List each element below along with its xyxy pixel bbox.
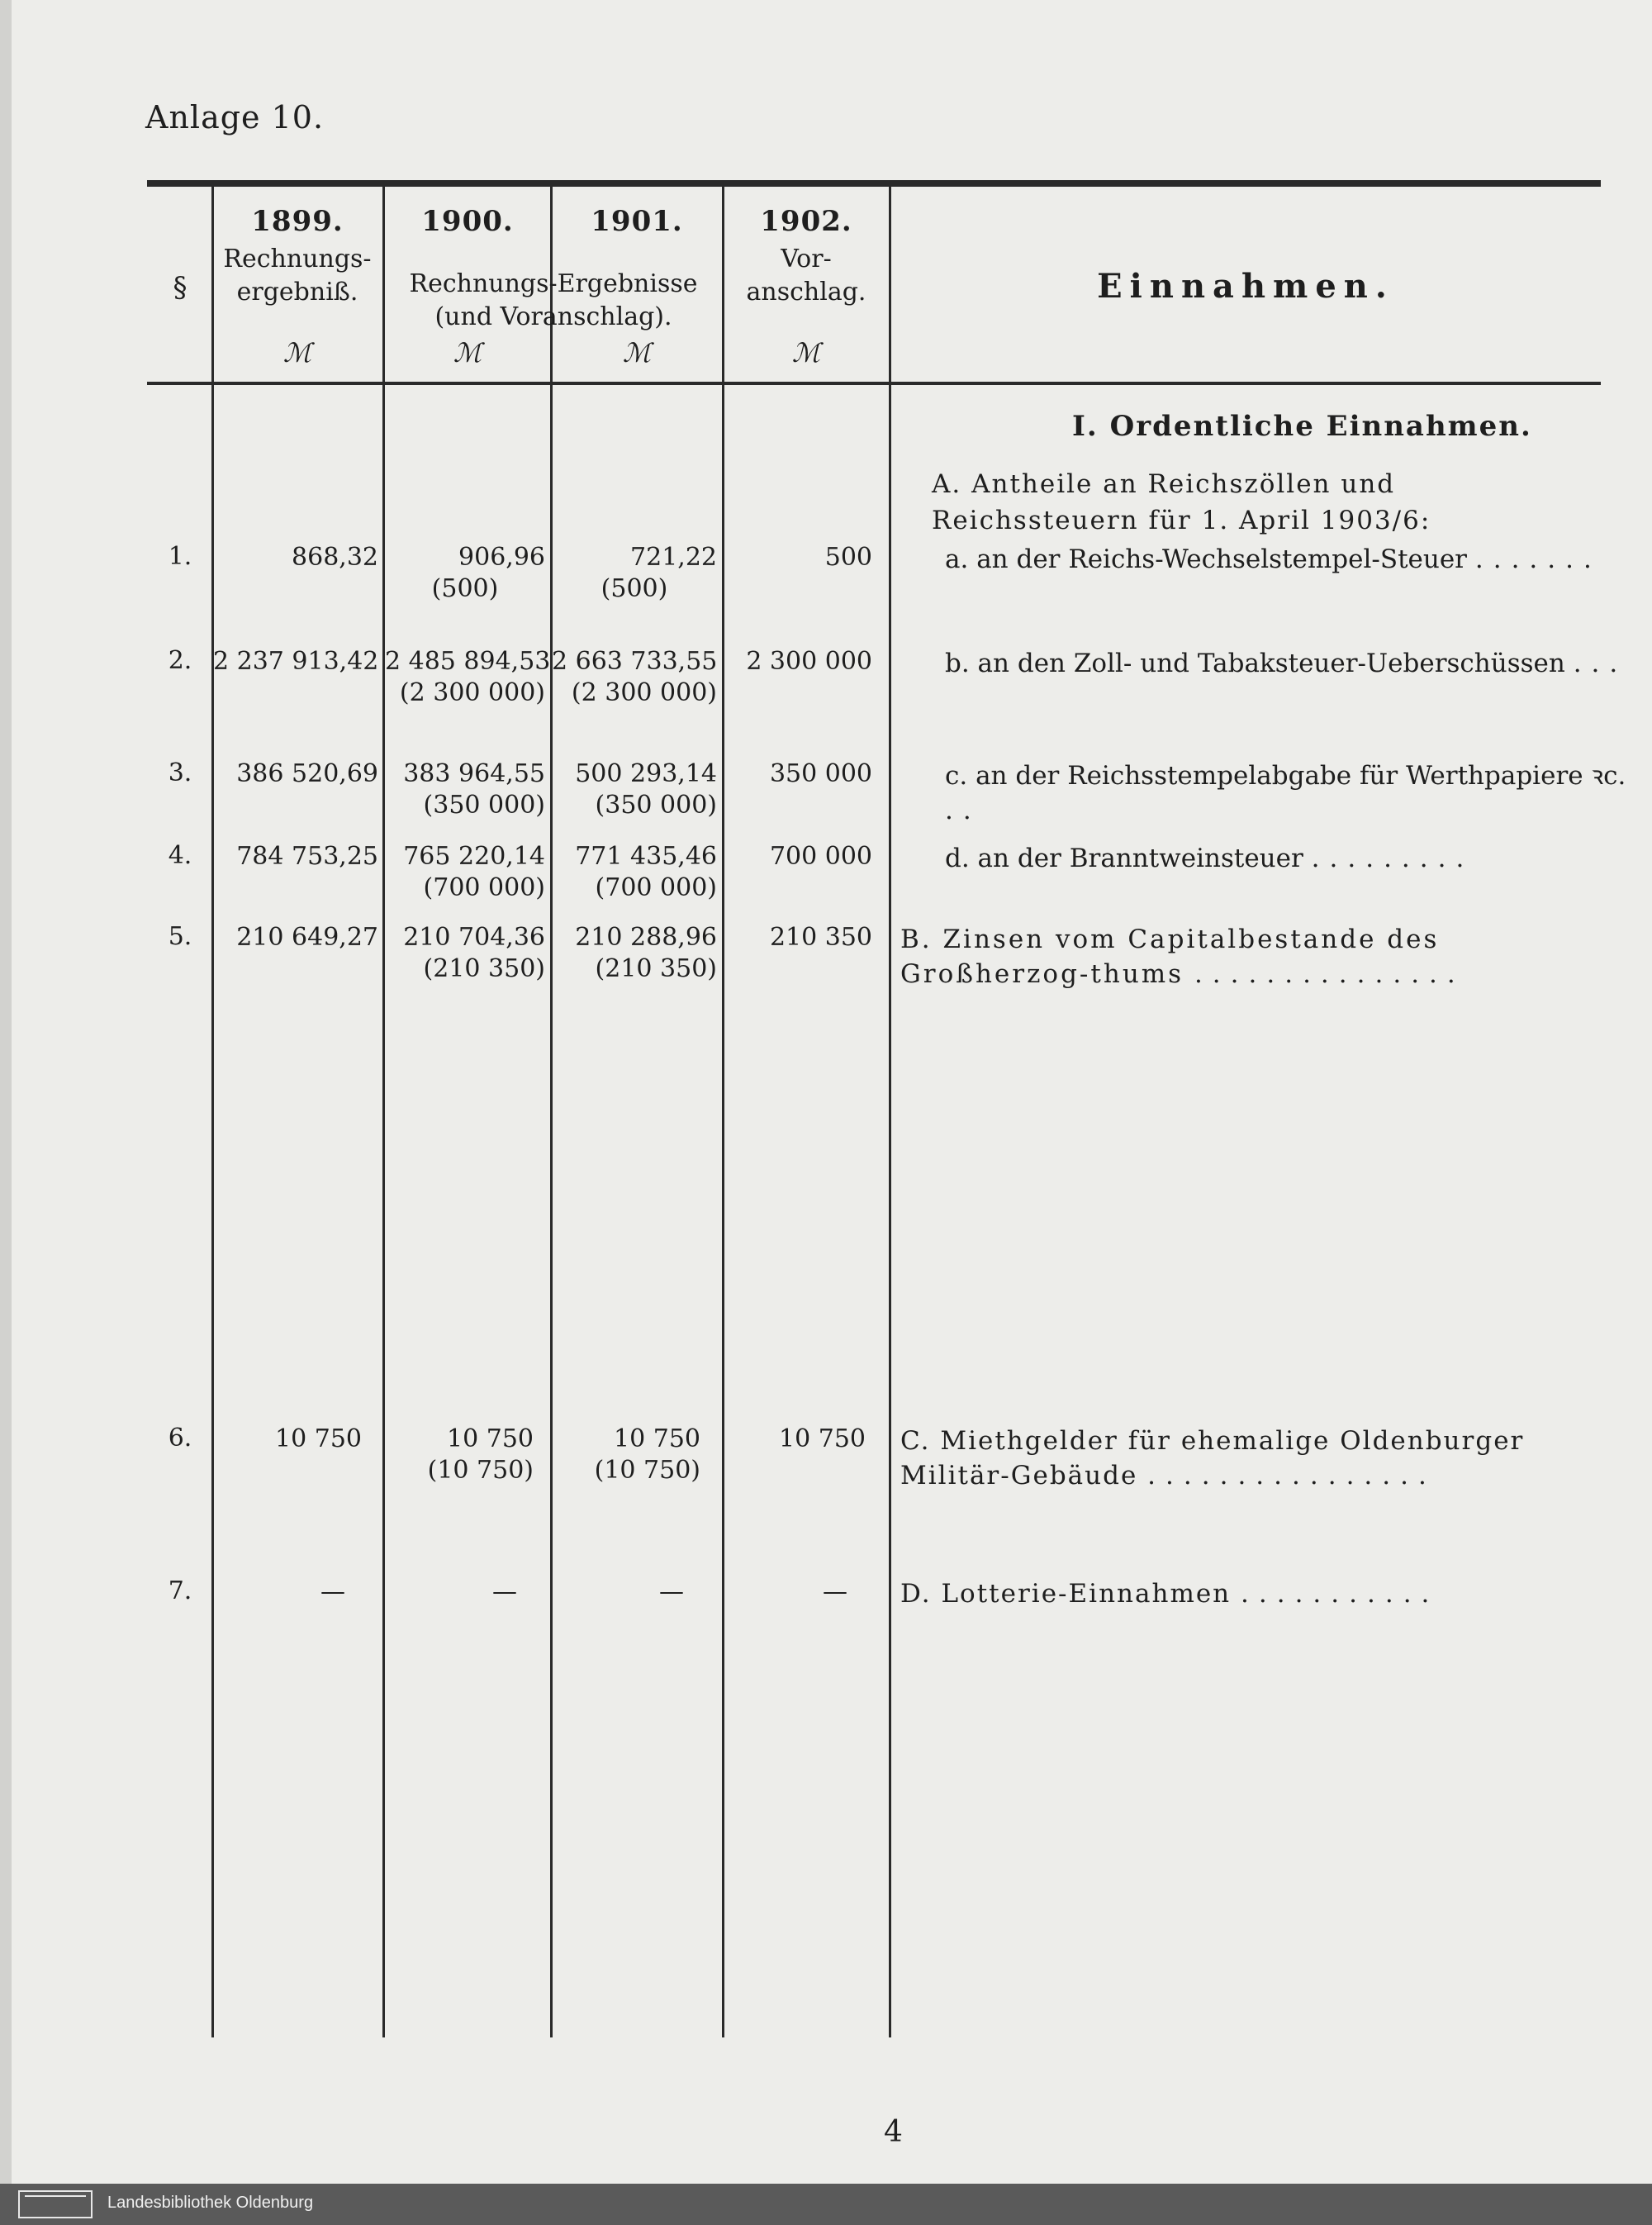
table-row bbox=[147, 758, 1626, 849]
value-1900: 383 964,55 (350 000) bbox=[403, 759, 545, 820]
column-header-1900-1901-sub: Rechnungs-Ergebnisse (und Voranschlag). bbox=[409, 269, 698, 331]
row-description: c. an der Reichsstempelabgabe für Werthpapiere ꝛc. .. bbox=[945, 761, 1626, 825]
value-1899: 210 649,27 bbox=[236, 923, 378, 952]
table-row bbox=[147, 1576, 1601, 1667]
page-number: 4 bbox=[884, 2115, 903, 2149]
row-description: d. an der Branntweinsteuer ......... bbox=[945, 844, 1474, 873]
section-symbol-header: § bbox=[173, 271, 188, 304]
footer-bar bbox=[0, 2184, 1652, 2225]
row-number: 5. bbox=[168, 922, 192, 951]
unit-mark: ℳ bbox=[791, 337, 821, 368]
value-1900: 2 485 894,53 (2 300 000) bbox=[385, 647, 551, 707]
column-divider bbox=[889, 187, 891, 2037]
row-description: a. an der Reichs-Wechselstempel-Steuer ....... bbox=[945, 544, 1602, 574]
unit-mark: ℳ bbox=[453, 337, 482, 368]
unit-mark: ℳ bbox=[282, 337, 312, 368]
value-1899: 10 750 bbox=[275, 1424, 362, 1453]
row-number: 1. bbox=[168, 542, 192, 571]
value-1901: — bbox=[659, 1577, 684, 1606]
value-1900: — bbox=[492, 1577, 517, 1606]
column-divider bbox=[382, 187, 385, 2037]
row-number: 7. bbox=[168, 1576, 192, 1605]
column-divider bbox=[211, 187, 214, 2037]
table-top-rule bbox=[147, 180, 1601, 187]
value-1899: 2 237 913,42 bbox=[213, 647, 379, 676]
value-1899: 784 753,25 bbox=[236, 842, 378, 871]
row-number: 6. bbox=[168, 1424, 192, 1452]
value-1902: 10 750 bbox=[779, 1424, 866, 1453]
value-1902: — bbox=[823, 1577, 847, 1606]
section-title: I. Ordentliche Einnahmen. bbox=[1072, 410, 1532, 443]
row-number: 3. bbox=[168, 758, 192, 787]
value-1902: 2 300 000 bbox=[746, 647, 872, 676]
unit-mark: ℳ bbox=[622, 337, 652, 368]
table-row bbox=[147, 646, 1628, 737]
table-row bbox=[147, 841, 1601, 932]
value-1901: 721,22 (500) bbox=[601, 543, 717, 603]
value-1902: 210 350 bbox=[769, 923, 872, 952]
value-1902: 500 bbox=[824, 543, 872, 572]
row-number: 2. bbox=[168, 646, 192, 675]
revenue-table bbox=[147, 180, 1628, 2039]
row-description: b. an den Zoll- und Tabaksteuer-Ueberschüssen ... bbox=[945, 649, 1628, 678]
table-title: Einnahmen. bbox=[1097, 267, 1394, 306]
value-1901: 210 288,96 (210 350) bbox=[575, 923, 717, 983]
column-header-1901: 1901. bbox=[591, 205, 683, 238]
value-1902: 350 000 bbox=[769, 759, 872, 788]
column-header-1902: 1902. Vor-anschlag. bbox=[746, 205, 866, 307]
subsection-a: A. Antheile an Reichszöllen und Reichssteuern für 1. April 1903/6: bbox=[932, 469, 1431, 535]
value-1899: — bbox=[320, 1577, 345, 1606]
page-edge bbox=[0, 0, 12, 2225]
column-header-1900: 1900. bbox=[421, 205, 514, 238]
value-1900: 906,96 (500) bbox=[431, 543, 545, 603]
value-1901: 771 435,46 (700 000) bbox=[575, 842, 717, 902]
value-1899: 386 520,69 bbox=[236, 759, 378, 788]
footer-library-name: Landesbibliothek Oldenburg bbox=[107, 2194, 314, 2212]
value-1901: 10 750 (10 750) bbox=[594, 1424, 700, 1485]
value-1900: 10 750 (10 750) bbox=[427, 1424, 534, 1485]
row-number: 4. bbox=[168, 841, 192, 870]
value-1900: 765 220,14 (700 000) bbox=[403, 842, 545, 902]
value-1901: 500 293,14 (350 000) bbox=[575, 759, 717, 820]
library-building-icon bbox=[18, 2190, 93, 2218]
table-row bbox=[147, 542, 1601, 633]
column-divider bbox=[722, 187, 724, 2037]
column-header-1899: 1899. Rechnungs-ergebniß. bbox=[223, 205, 372, 307]
value-1902: 700 000 bbox=[769, 842, 872, 871]
value-1901: 2 663 733,55 (2 300 000) bbox=[552, 647, 718, 707]
row-description: B. Zinsen vom Capitalbestande des Großherzog-thums ............... bbox=[900, 925, 1465, 989]
row-description: C. Miethgelder für ehemalige Oldenburger Militär-Gebäude ................ bbox=[900, 1426, 1525, 1490]
value-1900: 210 704,36 (210 350) bbox=[403, 923, 545, 983]
value-1899: 868,32 bbox=[292, 543, 378, 572]
annex-label: Anlage 10. bbox=[145, 99, 325, 135]
column-divider bbox=[550, 187, 553, 2037]
table-header-rule bbox=[147, 382, 1601, 385]
table-row bbox=[147, 922, 1601, 1013]
table-row bbox=[147, 1424, 1601, 1514]
row-description: D. Lotterie-Einnahmen ........... bbox=[900, 1579, 1440, 1609]
